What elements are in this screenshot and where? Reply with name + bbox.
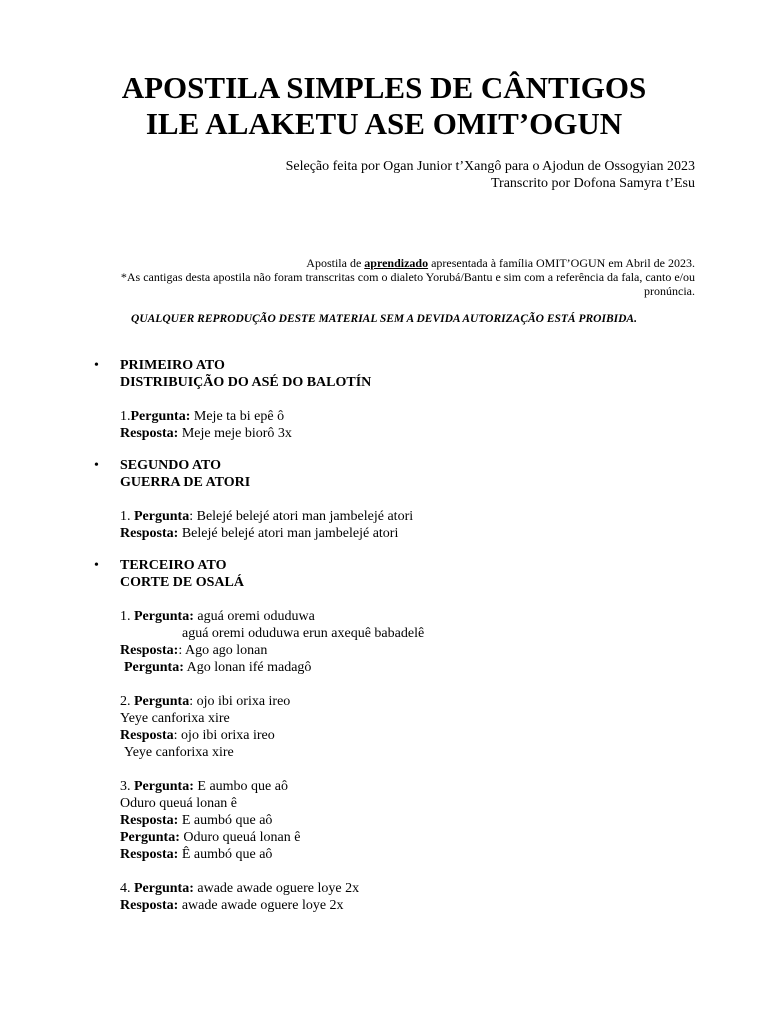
act-subtitle: GUERRA DE ATORI [120,475,251,490]
title-line-1: APOSTILA SIMPLES DE CÂNTIGOS [121,70,647,105]
song-line: Oduro queuá lonan ê [120,796,238,811]
act-subtitle: DISTRIBUIÇÃO DO ASÉ DO BALOTÍN [120,375,372,390]
credits-selection: Seleção feita por Ogan Junior t’Xangô para o Ajodun de Ossogyian 2023 [285,159,695,174]
song-line [120,659,720,676]
song-text: awade awade oguere loye 2x [178,898,344,913]
pergunta-label: Pergunta: [134,609,194,624]
notice-prefix: Apostila de [306,256,365,270]
song-line [120,812,720,829]
act-title: TERCEIRO ATO [120,558,227,573]
copyright-warning: QUALQUER REPRODUÇÃO DESTE MATERIAL SEM A DEVIDA AUTORIZAÇÃO ESTÁ PROIBIDA. [131,313,637,325]
song-text: Meje ta bi epê ô [190,409,285,424]
title-line-2: ILE ALAKETU ASE OMIT’OGUN [145,106,623,141]
song-line [120,642,720,659]
credits-transcription: Transcrito por Dofona Samyra t’Esu [490,176,695,191]
song-text: Oduro queuá lonan ê [179,830,301,845]
pergunta-label: Pergunta: [120,830,180,845]
credits [286,158,695,192]
pergunta-label: Pergunta [134,509,190,524]
song-line [120,425,720,442]
song-line [120,525,720,542]
document-title [0,70,768,142]
song-line [120,897,720,914]
song-text: awade awade oguere loye 2x [193,881,360,896]
bullet-icon: • [94,558,99,573]
song-line [120,880,720,897]
resposta-label: Resposta: [120,426,179,441]
song-text: : ojo ibi orixa ireo [173,728,275,743]
bullet-icon: • [94,358,99,373]
song-text: E aumbo que aô [193,779,288,794]
pergunta-label: Pergunta: [124,660,184,675]
notice-suffix: apresentada à família OMIT’OGUN em Abril de 2023. [428,256,695,270]
song-number: 3. [120,779,134,794]
song-line [120,829,720,846]
song-number: 1. [120,609,134,624]
pergunta-label: Pergunta: [134,779,194,794]
song-text: Meje meje biorô 3x [178,426,292,441]
pergunta-label: Pergunta [134,694,190,709]
song-text: Ê aumbó que aô [178,847,273,862]
song-line [120,608,720,625]
act-heading [94,557,720,591]
resposta-label: Resposta: [120,898,179,913]
notice-emphasis: aprendizado [364,256,429,270]
song-number: 4. [120,881,134,896]
act-title: PRIMEIRO ATO [120,358,225,373]
transcription-note: *As cantigas desta apostila não foram transcritas com o dialeto Yorubá/Bantu e sim com a referência da fala, canto e/ou pronúncia. [120,270,695,298]
song-text: E aumbó que aô [178,813,273,828]
song-line [120,693,720,710]
resposta-label: Resposta: [120,847,179,862]
song-line: Yeye canforixa xire [124,745,234,760]
bullet-icon: • [94,458,99,473]
song-text: Belejé belejé atori man jambelejé atori [178,526,399,541]
song-line [120,846,720,863]
act-heading [94,457,720,491]
song-list [94,357,720,914]
resposta-label: Resposta [120,728,174,743]
song-text: : ojo ibi orixa ireo [189,694,291,709]
song-line: Yeye canforixa xire [120,711,230,726]
song-number: 1. [120,509,134,524]
song-text: Ago lonan ifé madagô [183,660,312,675]
song-line [120,727,720,744]
notice-line [72,256,695,270]
song-line [120,778,720,795]
song-number: 2. [120,694,134,709]
resposta-label: Resposta: [120,526,179,541]
act-subtitle: CORTE DE OSALÁ [120,575,244,590]
pergunta-label: Pergunta: [134,881,194,896]
act-title: SEGUNDO ATO [120,458,222,473]
resposta-label: Resposta: [120,813,179,828]
song-text: aguá oremi oduduwa [193,609,315,624]
song-line [120,408,720,425]
song-number: 1. [120,409,131,424]
notice [72,256,695,298]
song-line [120,508,720,525]
song-text: : Ago ago lonan [178,643,268,658]
pergunta-label: Pergunta: [130,409,191,424]
song-text: : Belejé belejé atori man jambelejé atori [189,509,414,524]
act-heading [94,357,720,391]
resposta-label: Resposta: [120,643,179,658]
song-line: aguá oremi oduduwa erun axequê babadelê [182,626,425,641]
